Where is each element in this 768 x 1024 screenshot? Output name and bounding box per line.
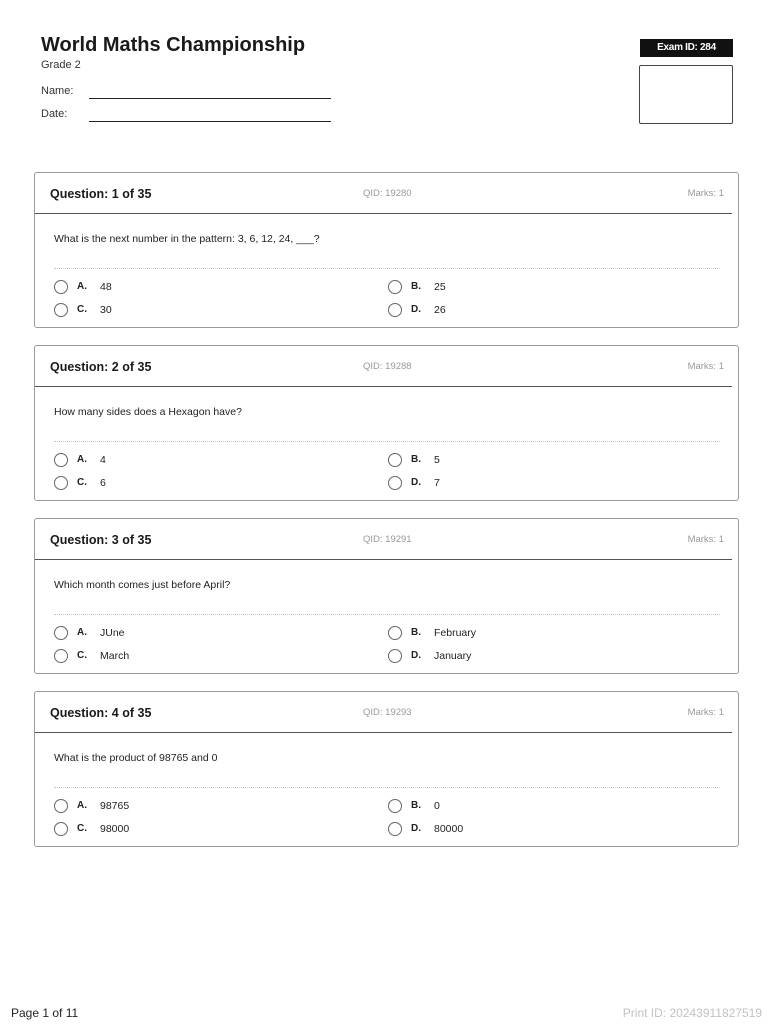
question-header — [35, 692, 738, 732]
option-letter: B. — [411, 281, 421, 292]
option-value: January — [434, 650, 472, 662]
option-letter: D. — [411, 304, 421, 315]
divider — [35, 213, 732, 214]
question-number: Question: 2 of 35 — [50, 360, 152, 374]
question-card — [34, 691, 739, 847]
radio-circle-icon[interactable] — [388, 453, 402, 467]
option-value: 80000 — [434, 823, 464, 835]
grade-label: Grade 2 — [41, 59, 81, 71]
divider — [54, 268, 720, 269]
question-id: QID: 19280 — [363, 188, 412, 199]
question-id: QID: 19293 — [363, 707, 412, 718]
radio-circle-icon[interactable] — [54, 799, 68, 813]
option-letter: B. — [411, 800, 421, 811]
question-card — [34, 172, 739, 328]
question-header — [35, 173, 738, 213]
radio-circle-icon[interactable] — [54, 476, 68, 490]
divider — [35, 559, 732, 560]
option-value: 6 — [100, 477, 106, 489]
option-letter: C. — [77, 650, 87, 661]
option-letter: B. — [411, 454, 421, 465]
option-value: March — [100, 650, 130, 662]
question-text: What is the product of 98765 and 0 — [54, 752, 218, 764]
question-marks: Marks: 1 — [687, 707, 724, 718]
option-value: 0 — [434, 800, 440, 812]
divider — [35, 386, 732, 387]
radio-circle-icon[interactable] — [388, 626, 402, 640]
page-number: Page 1 of 11 — [11, 1006, 79, 1020]
exam-title: World Maths Championship — [41, 34, 306, 56]
date-label: Date: — [41, 108, 68, 120]
option-letter: A. — [77, 454, 87, 465]
radio-circle-icon[interactable] — [54, 280, 68, 294]
option-value: 98000 — [100, 823, 130, 835]
option-value: 4 — [100, 454, 106, 466]
question-marks: Marks: 1 — [687, 188, 724, 199]
radio-circle-icon[interactable] — [388, 649, 402, 663]
option-value: JUne — [100, 627, 125, 639]
question-card — [34, 345, 739, 501]
option-letter: A. — [77, 281, 87, 292]
question-text: Which month comes just before April? — [54, 579, 231, 591]
radio-circle-icon[interactable] — [388, 822, 402, 836]
question-number: Question: 4 of 35 — [50, 706, 152, 720]
radio-circle-icon[interactable] — [388, 476, 402, 490]
radio-circle-icon[interactable] — [388, 280, 402, 294]
option-value: 25 — [434, 281, 446, 293]
option-letter: D. — [411, 477, 421, 488]
option-letter: C. — [77, 823, 87, 834]
option-letter: D. — [411, 823, 421, 834]
option-value: 26 — [434, 304, 446, 316]
option-letter: C. — [77, 304, 87, 315]
option-letter: A. — [77, 627, 87, 638]
question-number: Question: 3 of 35 — [50, 533, 152, 547]
question-marks: Marks: 1 — [687, 534, 724, 545]
name-field[interactable] — [89, 98, 331, 99]
question-header — [35, 519, 738, 559]
radio-circle-icon[interactable] — [388, 303, 402, 317]
radio-circle-icon[interactable] — [54, 303, 68, 317]
question-number: Question: 1 of 35 — [50, 187, 152, 201]
question-header — [35, 346, 738, 386]
option-value: 5 — [434, 454, 440, 466]
question-card — [34, 518, 739, 674]
option-value: February — [434, 627, 477, 639]
radio-circle-icon[interactable] — [54, 626, 68, 640]
exam-id-badge: Exam ID: 284 — [640, 39, 733, 57]
divider — [54, 787, 720, 788]
option-letter: A. — [77, 800, 87, 811]
question-id: QID: 19291 — [363, 534, 412, 545]
date-field[interactable] — [89, 121, 331, 122]
radio-circle-icon[interactable] — [388, 799, 402, 813]
divider — [54, 441, 720, 442]
divider — [54, 614, 720, 615]
question-text: What is the next number in the pattern: 3, 6, 12, 24, ___? — [54, 233, 320, 245]
exam-id-box — [639, 65, 733, 124]
question-marks: Marks: 1 — [687, 361, 724, 372]
option-letter: C. — [77, 477, 87, 488]
question-id: QID: 19288 — [363, 361, 412, 372]
print-id: Print ID: 20243911827519 — [622, 1006, 762, 1020]
option-letter: B. — [411, 627, 421, 638]
divider — [35, 732, 732, 733]
option-value: 98765 — [100, 800, 130, 812]
radio-circle-icon[interactable] — [54, 822, 68, 836]
option-value: 7 — [434, 477, 440, 489]
name-label: Name: — [41, 85, 74, 97]
radio-circle-icon[interactable] — [54, 453, 68, 467]
option-value: 48 — [100, 281, 112, 293]
option-value: 30 — [100, 304, 112, 316]
option-letter: D. — [411, 650, 421, 661]
radio-circle-icon[interactable] — [54, 649, 68, 663]
question-text: How many sides does a Hexagon have? — [54, 406, 242, 418]
